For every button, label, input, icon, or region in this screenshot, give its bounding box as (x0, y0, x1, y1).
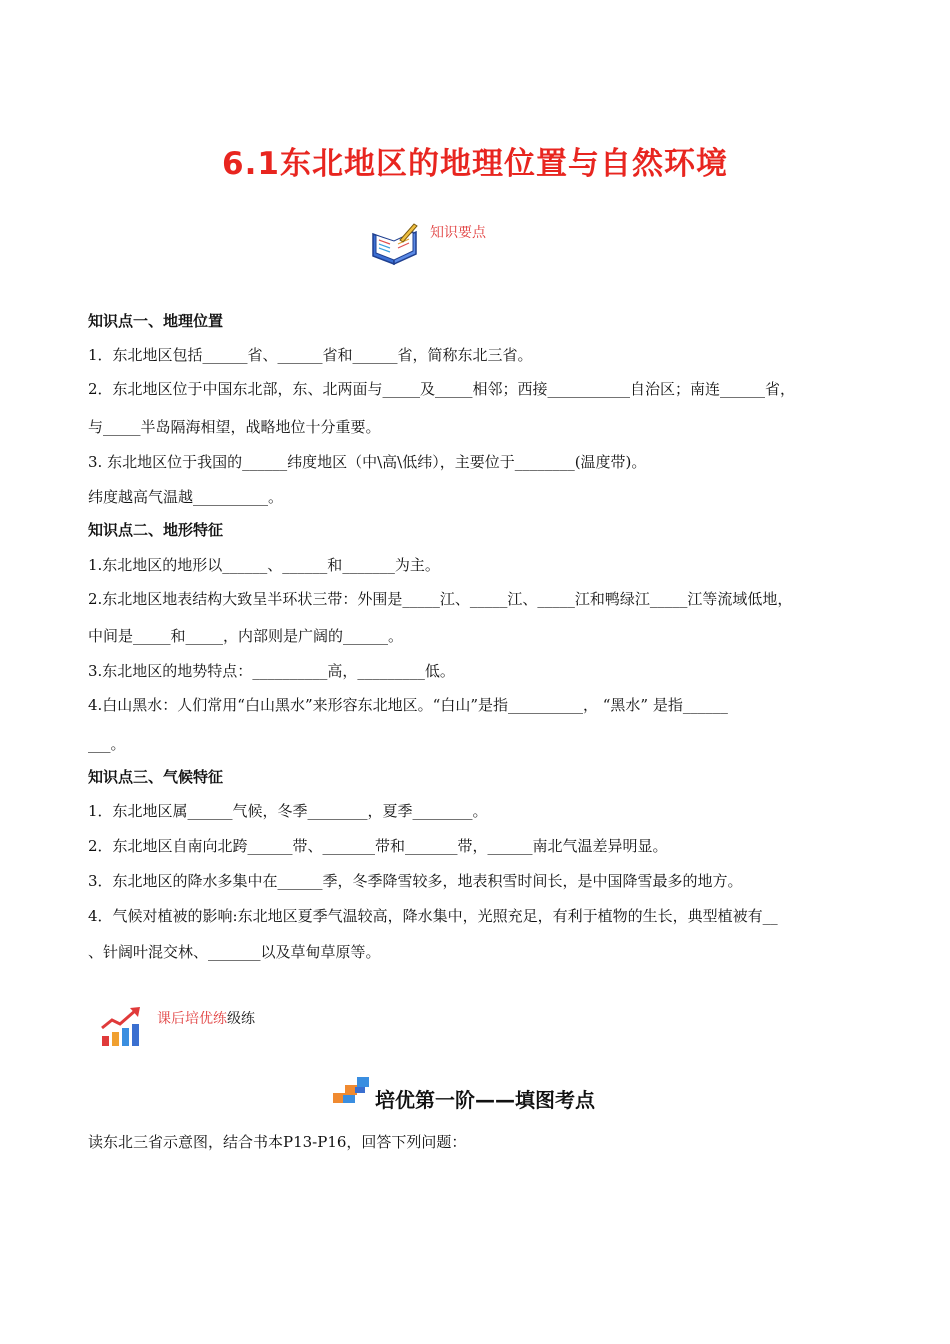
section-1-line: 3. 东北地区位于我国的______纬度地区（中\高\低纬），主要位于________(温度带)。 (88, 453, 647, 471)
section-heading-2: 知识点二、地形特征 (88, 521, 224, 539)
section-3-line: 3．东北地区的降水多集中在______季，冬季降雪较多，地表积雪时间长，是中国降雪最多的地方。 (88, 872, 743, 890)
section-3-line: 4．气候对植被的影响:东北地区夏季气温较高，降水集中，光照充足，有利于植物的生长，典型植被有__ (88, 907, 778, 925)
section-heading-3: 知识点三、气候特征 (88, 768, 224, 786)
section-2-line: 2.东北地区地表结构大致呈半环状三带：外围是_____江、_____江、_____江和鸭绿江_____江等流域低地， (88, 590, 793, 608)
map-question-intro: 读东北三省示意图，结合书本P13-P16，回答下列问题： (88, 1133, 467, 1151)
section-3-line: 1．东北地区属______气候，冬季________，夏季________。 (88, 802, 488, 820)
steps-icon (333, 1075, 371, 1109)
section-2-line: ___。 (88, 735, 126, 753)
section-2-line: 中间是_____和_____，内部则是广阔的______。 (88, 627, 404, 645)
practice-label-black: 级练 (227, 1011, 255, 1027)
open-book-icon (370, 220, 422, 270)
section-heading-1: 知识点一、地理位置 (88, 312, 224, 330)
section-2-line: 3.东北地区的地势特点：__________高，_________低。 (88, 662, 455, 680)
section-1-line: 2．东北地区位于中国东北部，东、北两面与_____及_____相邻；西接___________自治区；南连______省， (88, 380, 796, 398)
growth-chart-icon (100, 1006, 144, 1052)
stage-title: 培优第一阶——填图考点 (375, 1088, 595, 1112)
practice-label-red: 课后培优练 (157, 1011, 227, 1027)
practice-label (157, 1008, 255, 1028)
section-2-line: 1.东北地区的地形以______、______和_______为主。 (88, 556, 440, 574)
section-1-line: 与_____半岛隔海相望，战略地位十分重要。 (88, 418, 381, 436)
section-3-line: 、针阔叶混交林、_______以及草甸草原等。 (88, 943, 381, 961)
page-title: 6.1东北地区的地理位置与自然环境 (222, 146, 728, 182)
section-2-line: 4.白山黑水：人们常用“白山黑水”来形容东北地区。“白山”是指__________， “黑水” 是指______ (88, 696, 728, 714)
knowledge-points-label: 知识要点 (430, 225, 486, 241)
section-1-line: 1．东北地区包括______省、______省和______省，简称东北三省。 (88, 346, 533, 364)
section-3-line: 2．东北地区自南向北跨______带、_______带和_______带，______南北气温差异明显。 (88, 837, 668, 855)
section-1-line: 纬度越高气温越__________。 (88, 488, 284, 506)
